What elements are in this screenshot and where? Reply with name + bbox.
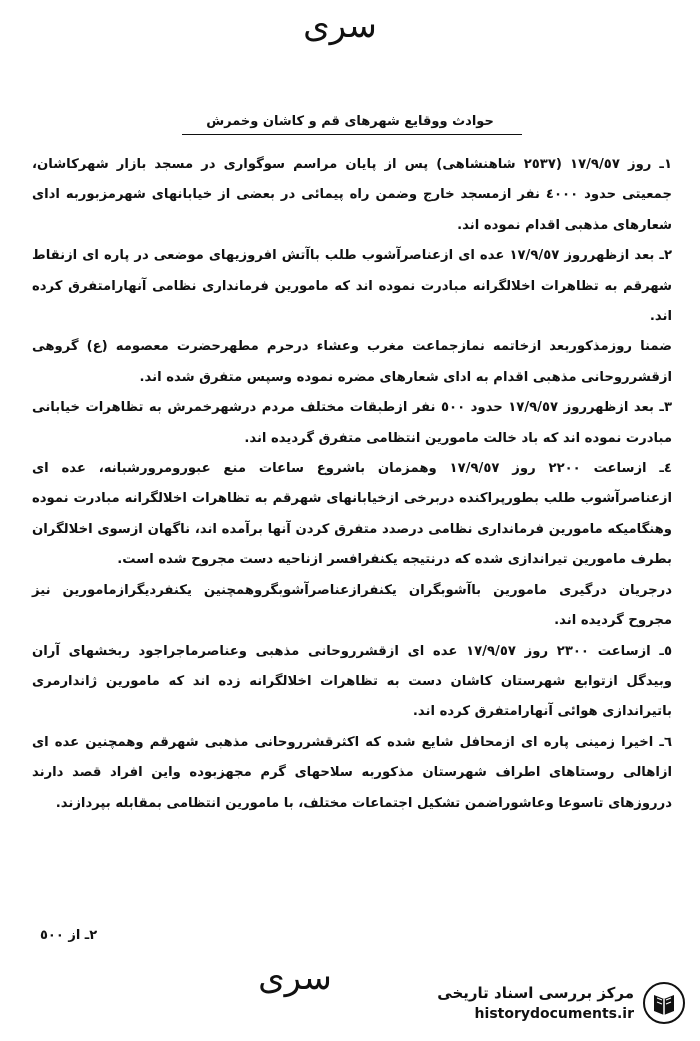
- paragraph-2: ٢ـ بعد ازظهرروز ١٧/٩/٥٧ عده ای ازعناصرآشوب طلب باآتش افروزیهای موضعی در پاره ای ازنقاط شهرقم به تظاهرات اخلالگرانه مبادرت نموده اند که مامورین فرمانداری نظامی آنهارامتفرق کرده اند.: [32, 248, 672, 325]
- classification-mark-top: سری: [303, 6, 377, 46]
- paragraph-2-note: ضمنا روزمذکوربعد ازخاتمه نمازجماعت مغرب وعشاء درحرم مطهرحضرت معصومه (ع) گروهی ازقشرروحانی مذهبی اقدام به ادای شعارهای مضره نموده وسپس متفرق شده اند.: [32, 339, 672, 385]
- paragraph-5: ٥ـ ازساعت ٢٣٠٠ روز ١٧/٩/٥٧ عده ای ازقشرروحانی مذهبی وعناصرماجراجود ربخشهای آران وبیدگل ازتوابع شهرستان کاشان دست به تظاهرات اخلالگرانه زده اند که مامورین ژاندارمری باتیراندازی هوائی آنهارامتفرق کرده اند.: [32, 643, 672, 720]
- watermark: [366, 975, 686, 1031]
- page-number: ٢ـ از ٥٠٠: [40, 928, 98, 943]
- paragraph-3: ٣ـ بعد ازظهرروز ١٧/٩/٥٧ حدود ٥٠٠ نفر ازطبقات مختلف مردم درشهرخمرش به تظاهرات خیابانی مبادرت نموده اند که باد خالت مامورین انتظامی متفرق گردیده اند.: [32, 400, 672, 446]
- paragraph-4-note: درجریان درگیری مامورین باآشوبگران یکنفرازعناصرآشوبگروهمچنین یکنفردیگرازمامورین نیز مجروح گردیده اند.: [32, 582, 672, 629]
- watermark-text: [437, 982, 634, 1024]
- document-title: حوادث ووقايع شهرهای قم و كاشان وخمرش: [206, 114, 494, 129]
- book-seal-icon: [642, 981, 686, 1025]
- paragraph-1: ١ـ روز ١٧/٩/٥٧ (٢٥٣٧ شاهنشاهی) پس از پایان مراسم سوگواری در مسجد بازار شهرکاشان، جمعیتی حدود ٤٠٠٠ نفر ازمسجد خارج وضمن راه پیمائی در بعضی از خیابانهای شهرمزبوربه ادای شعارهای مذهبی اقدام نموده اند.: [32, 157, 673, 233]
- watermark-url: historydocuments.ir: [474, 1006, 634, 1022]
- document-body: [32, 150, 672, 819]
- paragraph-6: ٦ـ اخیرا زمینی پاره ای ازمحافل شایع شده که اکثرقشرروحانی مذهبی شهرقم وهمچنین عده ای ازاهالی روستاهای اطراف شهرستان مذکوربه سلاحهای گرم مجهزبوده واین افراد قصد دارند درروزهای تاسوعا وعاشوراضمن تشکیل اجتماعات مختلف، با مامورین انتظامی بمقابله بپردازند.: [32, 734, 672, 811]
- paragraph-4: ٤ـ ازساعت ٢٢٠٠ روز ١٧/٩/٥٧ وهمزمان باشروع ساعات منع عبورومرورشبانه، عده ای ازعناصرآشوب طلب بطورپراکنده دربرخی ازخیابانهای شهرقم به تظاهرات اخلالگرانه مبادرت نموده وهنگامیکه مامورین فرمانداری نظامی درصدد متفرق کردن آنها برآمده اند، ناگهان ازسوی اخلالگران بطرف مامورین تیراندازی شده که درنتیجه یکنفرافسر ازناحیه دست مجروح شده است.: [32, 461, 672, 568]
- watermark-name: مرکز بررسی اسناد تاریخی: [437, 984, 634, 1002]
- title-underline: [182, 134, 522, 135]
- classification-mark-bottom: سری: [258, 958, 332, 998]
